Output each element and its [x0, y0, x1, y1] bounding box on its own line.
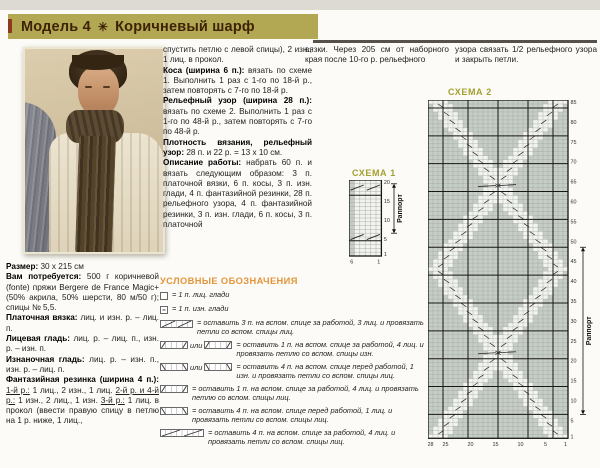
model-photo: [23, 47, 165, 254]
banner-model-label: Модель 4: [21, 18, 91, 35]
legend-symbol-group: [160, 428, 204, 439]
instructions-column-3: [305, 45, 449, 66]
svg-text:5: 5: [544, 441, 547, 448]
legend-symbol-c5b: [204, 362, 232, 372]
legend-entry: [160, 428, 424, 446]
svg-text:25: 25: [442, 441, 449, 448]
legend-symbol-c8: [160, 428, 204, 438]
paragraph: Плотность вязания, рельефный узор: 28 п. и 22 р. = 13 х 10 см.: [163, 137, 312, 157]
paragraph: Коса (ширина 6 п.): вязать по схеме 1. Выполнить 1 раз с 1-го по 18-й р., затем повторять с 7-го по 18-й р.: [163, 65, 312, 96]
materials-column: [6, 262, 159, 427]
banner-title: Коричневый шарф: [115, 18, 255, 35]
legend-symbol-c6: [160, 319, 193, 329]
legend-symbol-c5f: [160, 340, 188, 350]
legend-symbol-group: [160, 318, 193, 329]
legend-entry: [160, 340, 424, 358]
paragraph: Лицевая гладь: лиц. р. – лиц. п., изн. р. – изн. п.: [6, 334, 159, 354]
svg-text:15: 15: [570, 378, 577, 385]
legend-entry: [160, 362, 424, 380]
paragraph: Размер: 30 х 215 см: [6, 262, 84, 271]
legend-or-word: или: [190, 340, 203, 350]
legend-entry: [160, 384, 424, 402]
legend-symbol-group: [160, 304, 168, 315]
svg-text:1: 1: [564, 441, 567, 448]
page-banner: [8, 14, 318, 39]
svg-text:1: 1: [570, 434, 574, 441]
schema-2-label: СХЕМА 2: [448, 87, 492, 97]
legend-entry-text: = оставить 3 п. на вспом. спице за работой, 3 лиц. и провязать петли со вспом. спицы лиц.: [197, 318, 424, 337]
legend-list: [160, 290, 424, 446]
paragraph: Изнаночная гладь: лиц. р. – изн. п., изн. р. – лиц. п.: [6, 354, 159, 374]
paragraph: вязки. Через 205 см от наборного края после 10-го р. рельефного: [305, 45, 449, 65]
svg-text:20: 20: [570, 358, 577, 365]
svg-text:20: 20: [467, 441, 474, 448]
header-rule: [313, 40, 597, 43]
paragraph: спустить петлю с левой спицы), 2 изн., 1 лиц. в прокол.: [163, 45, 312, 65]
instructions-column-4: [455, 45, 597, 66]
legend-entry-text: = оставить 4 п. на вспом. спице перед работой, 1 лиц. и провязать петли со вспом. спицы лиц.: [192, 405, 393, 424]
legend-entry-text: = оставить 4 п. на вспом. спице перед работой, 1 изн. и провязать петли со вспом. спицы лиц.: [236, 361, 414, 381]
legend-symbol-c5b: [160, 362, 188, 372]
svg-text:80: 80: [570, 119, 577, 126]
legend-symbol-purl: [160, 305, 168, 315]
svg-text:5: 5: [383, 236, 387, 243]
legend-symbol-group: [160, 290, 168, 301]
paragraph: Фантазийная резинка (ширина 4 п.): 1-й р.: 1 лиц., 2 изн., 1 лиц. 2-й р. и 4-й р.: 1 изн., 2 лиц., 1 изн. 3-й р.: 1 лиц. в прокол (ввести правую спицу в петлю на 1 р. ниже, 1 лиц.,: [6, 375, 160, 426]
paragraph: Описание работы: набрать 60 п. и вязать следующим образом: 3 п. платочной вязки, 6 п. косы, 3 п. изн. глади, 4 п. фантазийной резинки, 28 п. рельефного узора, 4 п. фантазийной резинки, 3 п. изн. глади, 6 п. косы, 3 п. платочной: [163, 158, 313, 230]
svg-text:Раппорт: Раппорт: [586, 316, 593, 346]
legend-symbol-group: [160, 384, 188, 395]
legend-symbol-group: [160, 406, 188, 417]
photo-eye-left: [85, 86, 92, 88]
chart2-svg: [428, 100, 600, 455]
svg-text:10: 10: [570, 398, 577, 405]
svg-text:70: 70: [570, 159, 577, 166]
instructions-column: [163, 45, 312, 230]
svg-text:10: 10: [383, 217, 390, 224]
svg-text:28: 28: [428, 441, 434, 448]
photo-face: [78, 66, 119, 116]
svg-text:15: 15: [492, 441, 499, 448]
legend-symbol-group: [160, 340, 232, 351]
svg-text:5: 5: [570, 418, 574, 425]
svg-text:15: 15: [383, 198, 390, 205]
legend-entry: [160, 318, 424, 336]
svg-text:6: 6: [350, 259, 354, 266]
schema-1-chart: [349, 180, 409, 268]
paragraph: узора связать 1/2 рельефного узора и закрыть петли.: [455, 45, 597, 65]
banner-notch: [8, 19, 12, 33]
legend-symbol-c5f: [204, 340, 232, 350]
legend-entry: [160, 290, 424, 301]
legend-entry-text: = 1 п. лиц. глади: [172, 290, 230, 299]
legend-symbol-c5b: [160, 406, 188, 416]
legend-entry: [160, 406, 424, 424]
svg-text:1: 1: [383, 252, 387, 259]
legend-symbol-knit: [160, 291, 168, 301]
banner-separator-icon: ✳: [97, 19, 109, 34]
svg-text:20: 20: [383, 180, 390, 186]
svg-text:1: 1: [377, 259, 381, 266]
svg-text:65: 65: [570, 179, 577, 186]
legend-entry-text: = 1 п. изн. глади: [172, 304, 229, 313]
paragraph: Вам потребуется: 500 г коричневой (fonte) пряжи Bergere de France Magic+ (50% акрила, 50% шерсти, 80 м/50 г); спицы № 5,5.: [6, 272, 160, 313]
paragraph: Рельефный узор (ширина 28 п.): вязать по схеме 2. Выполнить 1 раз с 1-го по 48-й р., затем повторять с 7-го по 48-й р.: [163, 96, 312, 137]
page-top-strip: [0, 0, 600, 10]
legend-entry: [160, 304, 424, 315]
schema-2-chart: [428, 100, 600, 455]
svg-text:85: 85: [570, 100, 577, 106]
chart1-svg: [349, 180, 409, 268]
legend-entry-text: = оставить 1 п. на вспом. спице за работой, 4 лиц. и провязать петлю со вспом. спицы лиц.: [192, 383, 419, 402]
svg-text:50: 50: [570, 239, 577, 246]
legend-section: [160, 276, 424, 449]
svg-text:75: 75: [570, 139, 577, 146]
svg-text:55: 55: [570, 219, 577, 226]
schema-1-label: СХЕМА 1: [352, 168, 396, 178]
svg-text:25: 25: [570, 338, 577, 345]
legend-heading: УСЛОВНЫЕ ОБОЗНАЧЕНИЯ: [160, 276, 298, 286]
legend-entry-text: = оставить 4 п. на вспом. спице за работой, 4 лиц. и провязать петли со вспом. спицы лиц.: [208, 427, 396, 446]
photo-scarf-tail: [75, 135, 116, 254]
svg-text:35: 35: [570, 298, 577, 305]
svg-text:Раппорт: Раппорт: [397, 194, 404, 223]
legend-symbol-c5f: [160, 384, 188, 394]
paragraph: Платочная вязка: лиц. и изн. р. – лиц. п.: [6, 313, 160, 333]
legend-symbol-group: [160, 362, 232, 373]
svg-text:40: 40: [570, 279, 577, 286]
svg-text:60: 60: [570, 199, 577, 206]
photo-eye-right: [103, 86, 110, 88]
svg-text:30: 30: [570, 318, 577, 325]
legend-or-word: или: [190, 362, 203, 372]
svg-text:10: 10: [517, 441, 524, 448]
svg-text:45: 45: [570, 259, 577, 266]
legend-entry-text: = оставить 1 п. на вспом. спице за работой, 4 лиц. и провязать петлю со вспом. спицы изн.: [236, 339, 424, 359]
